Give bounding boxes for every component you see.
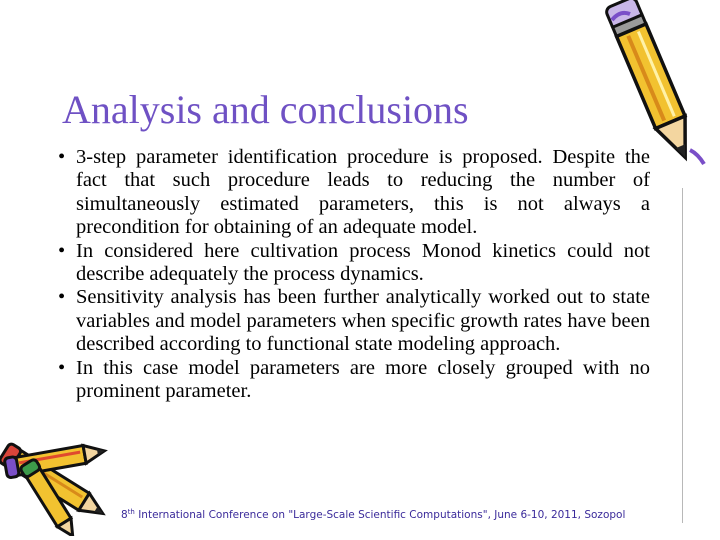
bullet-text: Sensitivity analysis has been further analytically worked out to state variables and model parameters when specific growth rates have been described according to functional state modeling approach. (76, 286, 650, 356)
bullet-symbol: • (58, 286, 66, 309)
bullet-text: In this case model parameters are more closely grouped with no prominent parameter. (76, 356, 650, 403)
footer-conference: International Conference on "Large-Scale Scientific Computations", June 6-10, 2011, Sozopol (134, 509, 626, 521)
bullet-symbol: • (58, 356, 66, 379)
bullet-item (58, 286, 650, 356)
bullet-text: 3-step parameter identification procedure is proposed. Despite the fact that such procedure leads to reducing the number of simultaneously estimated parameters, this is not always a precondition for obtaining of an adequate model. (76, 146, 650, 239)
pencil-icon (594, 0, 712, 168)
bullet-item (58, 357, 650, 404)
slide-title: Analysis and conclusions (62, 87, 469, 132)
bullet-item (58, 240, 650, 287)
bullet-list (58, 146, 650, 403)
footer-ordinal: 8 (121, 509, 128, 521)
footer-ordinal-suffix: th (127, 508, 135, 516)
footer-text (121, 508, 625, 521)
bullet-symbol: • (58, 239, 66, 262)
bullet-symbol: • (58, 146, 66, 168)
bullet-text: In considered here cultivation process Monod kinetics could not describe adequately the process dynamics. (76, 239, 650, 286)
bullet-item (58, 146, 650, 240)
pencils-icon (0, 436, 118, 536)
right-divider (682, 188, 683, 523)
